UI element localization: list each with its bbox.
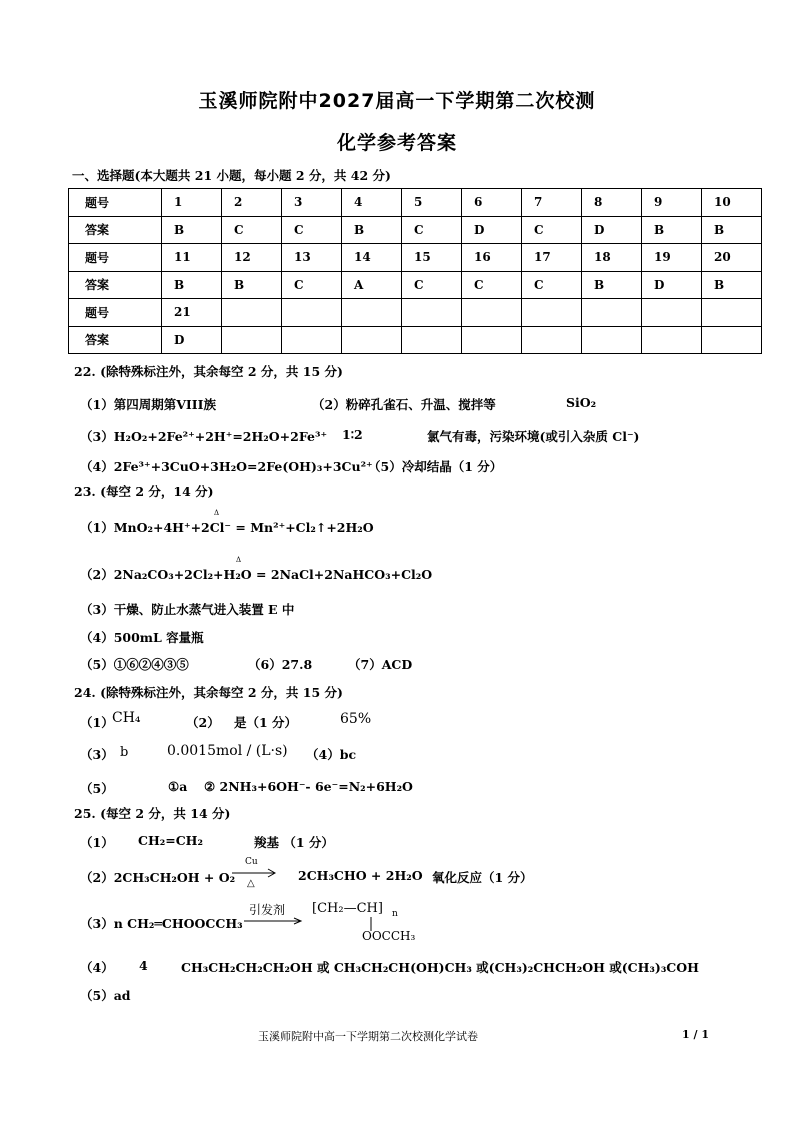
question-number-cell: 3 bbox=[282, 189, 342, 217]
q22-line1-b: （2）粉碎孔雀石、升温、搅拌等 bbox=[312, 397, 496, 412]
answer-cell: B bbox=[702, 216, 762, 244]
q22-line1-a: （1）第四周期第VIII族 bbox=[80, 397, 216, 412]
q25-line4-a: （4） bbox=[80, 960, 114, 975]
question-number-cell: 19 bbox=[642, 244, 702, 272]
answer-cell bbox=[342, 326, 402, 354]
question-number-cell: 12 bbox=[222, 244, 282, 272]
q24-line1-b: （2） bbox=[186, 715, 220, 730]
row-label-answer: 答案 bbox=[69, 216, 162, 244]
question-number-cell: 6 bbox=[462, 189, 522, 217]
q24-line2-c: 0.0015mol / (L·s) bbox=[167, 743, 288, 759]
question-number-cell: 7 bbox=[522, 189, 582, 217]
q23-line5-b: （6）27.8 bbox=[248, 657, 313, 672]
answer-cell bbox=[702, 326, 762, 354]
answer-cell: B bbox=[342, 216, 402, 244]
answer-cell: D bbox=[162, 326, 222, 354]
question-number-row bbox=[69, 189, 762, 217]
answer-cell: C bbox=[282, 216, 342, 244]
q22-line3-b: （5）冷却结晶（1 分） bbox=[368, 459, 503, 474]
answer-cell bbox=[582, 326, 642, 354]
question-number-cell: 9 bbox=[642, 189, 702, 217]
answer-cell: B bbox=[162, 271, 222, 299]
page-number: 1 / 1 bbox=[682, 1028, 709, 1041]
answer-cell: C bbox=[402, 271, 462, 299]
q23-line5-a: （5）①⑥②④③⑤ bbox=[80, 657, 189, 672]
q25-line3-a: （3）n CH₂═CHOOCCH₃ bbox=[80, 916, 243, 931]
section1-heading: 一、选择题(本大题共 21 小题，每小题 2 分，共 42 分) bbox=[72, 168, 391, 183]
answer-cell bbox=[642, 326, 702, 354]
q23-heading: 23. (每空 2 分，14 分) bbox=[74, 484, 214, 499]
q22-line2-a: （3）H₂O₂+2Fe²⁺+2H⁺=2H₂O+2Fe³⁺ bbox=[80, 429, 328, 444]
q25-line2-b: 2CH₃CHO + 2H₂O bbox=[298, 868, 423, 883]
row-label-question: 题号 bbox=[69, 244, 162, 272]
q25-line4-b: 4 bbox=[139, 958, 148, 973]
question-number-cell bbox=[342, 299, 402, 327]
answer-cell: B bbox=[702, 271, 762, 299]
q24-line2-a: （3） bbox=[80, 747, 114, 762]
heat-symbol: Δ bbox=[214, 509, 220, 517]
heat-symbol: Δ bbox=[236, 556, 242, 564]
q24-line1-d: 65% bbox=[340, 711, 372, 727]
answer-cell: B bbox=[582, 271, 642, 299]
q24-heading: 24. (除特殊标注外，其余每空 2 分，共 15 分) bbox=[74, 685, 343, 700]
question-number-cell: 4 bbox=[342, 189, 402, 217]
polymer-n: n bbox=[392, 909, 398, 919]
answer-row bbox=[69, 216, 762, 244]
catalyst-label: Cu bbox=[245, 857, 258, 867]
row-label-answer: 答案 bbox=[69, 326, 162, 354]
q22-line1-c: SiO₂ bbox=[566, 395, 597, 410]
question-number-cell: 8 bbox=[582, 189, 642, 217]
question-number-cell: 16 bbox=[462, 244, 522, 272]
answer-cell: C bbox=[282, 271, 342, 299]
q24-line3-b: ①a bbox=[168, 779, 188, 794]
q25-line4-c: CH₃CH₂CH₂CH₂OH 或 CH₃CH₂CH(OH)CH₃ 或(CH₃)₂CHCH₂OH 或(CH₃)₃COH bbox=[181, 960, 699, 975]
question-number-cell bbox=[702, 299, 762, 327]
initiator-label: 引发剂 bbox=[249, 903, 286, 917]
answer-cell: D bbox=[582, 216, 642, 244]
question-number-cell: 20 bbox=[702, 244, 762, 272]
row-label-question: 题号 bbox=[69, 189, 162, 217]
question-number-cell: 5 bbox=[402, 189, 462, 217]
answer-cell: C bbox=[402, 216, 462, 244]
question-number-cell: 13 bbox=[282, 244, 342, 272]
row-label-question: 题号 bbox=[69, 299, 162, 327]
answer-table bbox=[68, 188, 762, 354]
question-number-cell: 17 bbox=[522, 244, 582, 272]
answer-cell: D bbox=[462, 216, 522, 244]
question-number-cell bbox=[522, 299, 582, 327]
answer-cell: C bbox=[522, 216, 582, 244]
answer-cell: C bbox=[522, 271, 582, 299]
q25-line2-a: （2）2CH₃CH₂OH + O₂ bbox=[80, 870, 236, 885]
question-number-row bbox=[69, 299, 762, 327]
footer-title: 玉溪师院附中高一下学期第二次校测化学试卷 bbox=[258, 1030, 478, 1043]
answer-cell: C bbox=[222, 216, 282, 244]
answer-cell: C bbox=[462, 271, 522, 299]
page-subtitle: 化学参考答案 bbox=[336, 132, 457, 154]
polymer-side-group: OOCCH₃ bbox=[362, 929, 416, 943]
q25-line5: （5）ad bbox=[80, 988, 131, 1003]
q23-line3: （3）干燥、防止水蒸气进入装置 E 中 bbox=[80, 602, 295, 617]
answer-cell: B bbox=[222, 271, 282, 299]
question-number-cell: 10 bbox=[702, 189, 762, 217]
q25-line2-c: 氧化反应（1 分） bbox=[432, 870, 533, 885]
question-number-cell: 18 bbox=[582, 244, 642, 272]
q23-line2: （2）2Na₂CO₃+2Cl₂+H₂O = 2NaCl+2NaHCO₃+Cl₂O bbox=[80, 567, 433, 582]
answer-cell: A bbox=[342, 271, 402, 299]
row-label-answer: 答案 bbox=[69, 271, 162, 299]
question-number-cell bbox=[642, 299, 702, 327]
q23-line1: （1）MnO₂+4H⁺+2Cl⁻ = Mn²⁺+Cl₂↑+2H₂O bbox=[80, 520, 374, 535]
q22-line2-c: 氯气有毒，污染环境(或引入杂质 Cl⁻) bbox=[427, 429, 640, 444]
q24-line3-c: ② 2NH₃+6OH⁻- 6e⁻=N₂+6H₂O bbox=[204, 779, 413, 794]
q22-line3-a: （4）2Fe³⁺+3CuO+3H₂O=2Fe(OH)₃+3Cu²⁺ bbox=[80, 459, 373, 474]
q25-line1-b: CH₂=CH₂ bbox=[138, 833, 203, 848]
answer-cell: D bbox=[642, 271, 702, 299]
answer-cell bbox=[282, 326, 342, 354]
question-number-cell: 11 bbox=[162, 244, 222, 272]
question-number-cell bbox=[222, 299, 282, 327]
q23-line4: （4）500mL 容量瓶 bbox=[80, 630, 204, 645]
answer-cell bbox=[522, 326, 582, 354]
q24-line1-a: （1） bbox=[80, 715, 114, 730]
q24-line1-c: 是（1 分） bbox=[234, 715, 298, 730]
answer-row bbox=[69, 271, 762, 299]
question-number-cell bbox=[582, 299, 642, 327]
q25-line1-a: （1） bbox=[80, 835, 114, 850]
q22-line2-b: 1∶2 bbox=[342, 427, 363, 442]
question-number-cell bbox=[462, 299, 522, 327]
q24-line3-a: （5） bbox=[80, 781, 114, 796]
question-number-cell: 1 bbox=[162, 189, 222, 217]
reaction-arrow bbox=[232, 868, 278, 878]
answer-row bbox=[69, 326, 762, 354]
reaction-arrow bbox=[244, 917, 304, 925]
q24-line2-d: （4）bc bbox=[306, 747, 357, 762]
heat-symbol: △ bbox=[247, 878, 255, 889]
answer-cell bbox=[222, 326, 282, 354]
answer-cell bbox=[462, 326, 522, 354]
question-number-cell: 15 bbox=[402, 244, 462, 272]
answer-cell bbox=[402, 326, 462, 354]
question-number-cell: 21 bbox=[162, 299, 222, 327]
question-number-cell: 2 bbox=[222, 189, 282, 217]
q24-ch4: CH₄ bbox=[112, 710, 141, 726]
q23-line5-c: （7）ACD bbox=[348, 657, 413, 672]
q25-heading: 25. (每空 2 分，共 14 分) bbox=[74, 806, 231, 821]
page-title: 玉溪师院附中2027届高一下学期第二次校测 bbox=[198, 90, 596, 112]
question-number-cell bbox=[282, 299, 342, 327]
polymer-chain: [CH₂—CH] bbox=[312, 901, 383, 916]
answer-cell: B bbox=[162, 216, 222, 244]
answer-cell: B bbox=[642, 216, 702, 244]
q22-heading: 22. (除特殊标注外，其余每空 2 分，共 15 分) bbox=[74, 364, 343, 379]
question-number-row bbox=[69, 244, 762, 272]
q24-line2-b: b bbox=[120, 745, 129, 760]
q25-line1-c: 羧基 （1 分） bbox=[254, 835, 334, 850]
question-number-cell: 14 bbox=[342, 244, 402, 272]
question-number-cell bbox=[402, 299, 462, 327]
